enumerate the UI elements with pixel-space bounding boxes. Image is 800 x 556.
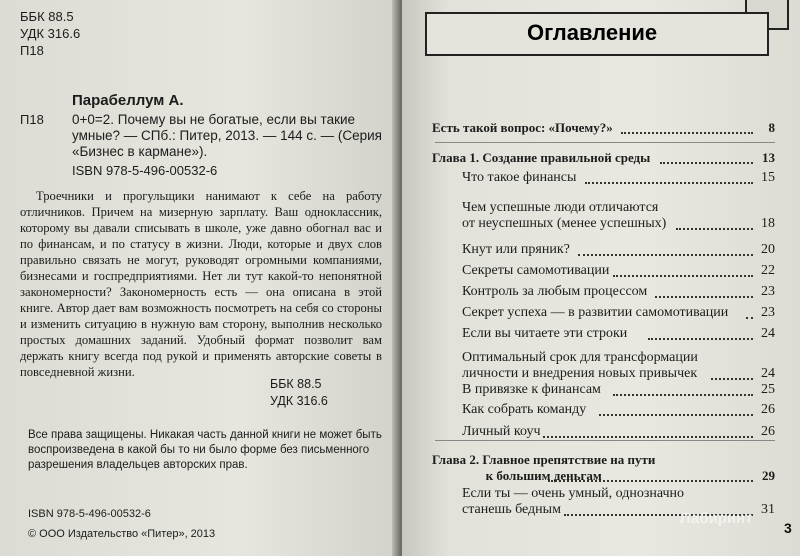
copyright: © ООО Издательство «Питер», 2013 [28,528,216,540]
toc-entry-title: Глава 1. Создание правильной среды [432,150,651,165]
toc-entry-page: 22 [761,263,775,278]
toc-entry-page: 18 [761,216,775,231]
toc-entry-title: Что такое финансы [462,170,577,185]
toc-leader-dots [621,132,753,134]
toc-leader-dots [543,436,753,438]
toc-leader-dots [676,228,753,230]
toc-entry-title: В привязке к финансам [462,382,601,397]
toc-divider [435,440,775,441]
toc-entry-page: 20 [761,242,775,257]
toc-entry-page: 23 [761,305,775,320]
toc-leader-dots [585,182,753,184]
toc-entry-page: 23 [761,284,775,299]
catalog-codes [20,8,80,59]
toc-entry [462,424,775,440]
toc-entry [462,350,775,382]
toc-entry-page: 8 [768,120,775,135]
toc-entry [462,382,775,398]
rights-notice: Все права защищены. Никакая часть данной книги не может быть воспроизведена в какой бы то ни было форме без письменного разрешения владельцев авторских прав. [28,429,382,471]
toc-entry-page: 25 [761,382,775,397]
toc-entry-title: Кнут или пряник? [462,242,570,257]
toc-entry-title: Личный коуч [462,424,541,439]
toc-entry-page: 31 [761,502,775,517]
toc-entry [462,263,775,279]
toc-entry-page: 24 [761,366,775,381]
toc-leader-dots [578,254,753,256]
toc-entry [462,242,775,258]
toc-entry-page: 15 [761,170,775,185]
toc-leader-dots [599,414,753,416]
toc-title-box [425,12,769,56]
toc-entry-page: 26 [761,424,775,439]
toc-entry [432,120,775,136]
toc-entry [432,452,775,484]
toc-leader-dots [711,378,753,380]
author-name: Парабеллум А. [72,92,184,109]
toc-entry-title: Секрет успеха — в развитии самомотивации [462,305,729,320]
toc-leader-dots [648,338,753,340]
author-mark-2: П18 [20,112,44,127]
toc-leader-dots [548,480,753,482]
isbn-bottom: ISBN 978-5-496-00532-6 [28,508,151,520]
isbn-top: ISBN 978-5-496-00532-6 [72,163,218,178]
toc-entry-page: 29 [762,468,775,483]
bbk-code: ББК 88.5 [20,9,74,24]
toc-entry-page: 26 [761,402,775,417]
toc-title: Оглавление [527,20,658,45]
toc-entry-title: Есть такой вопрос: «Почему?» [432,120,613,135]
toc-entry [462,284,775,300]
toc-entry-page: 24 [761,326,775,341]
toc-leader-dots [613,275,753,277]
catalog-codes-bottom [270,376,328,410]
toc-entry [462,200,775,232]
annotation: Троечники и прогульщики нанимают к себе на работу отличников. Причем на мизерную зарплату. Ваш одноклассник, которому вы давали списывать в школе, уже давно обогнал вас и по финансам, и по статусу в жизни. Люди, которые и двух слов правильно связать не могут, руководят огромными компаниями, бизнесами и госпредприятиями. Нет ли тут какой-то непонятной закономерности? Закономерность есть — она описана в этой книге. Автор дает вам возможность посмотреть на себя со стороны и изменить ситуацию в нужную вам сторону, выполнив несколько простых домашних заданий. Удобный формат позволит вам держать книгу всегда под рукой и применять авторские советы в повседневной жизни. [20,189,382,379]
toc-divider [435,142,775,143]
toc-entry-title: Оптимальный срок для трансформации личности и внедрения новых привычек [462,350,698,381]
watermark-logo: Лабиринт [680,510,753,527]
toc-entry-title: Если вы читаете эти строки [462,326,628,341]
toc-leader-dots [613,394,753,396]
page-number: 3 [784,520,792,536]
toc-entry-title: Глава 2. Главное препятствие на пути к большим деньгам [432,452,656,483]
book-description: 0+0=2. Почему вы не богатые, если вы такие умные? — СПб.: Питер, 2013. — 144 с. — (Серия «Бизнес в кармане»). [72,112,382,159]
toc-entry-title: Чем успешные люди отличаются от неуспешных (менее успешных) [462,200,667,231]
toc-entry-page: 13 [762,150,775,165]
bbk-code-2: ББК 88.5 [270,377,322,391]
udk-code: УДК 316.6 [20,26,81,41]
toc-leader-dots [655,296,753,298]
toc-entry [462,170,775,186]
toc-entry-title: Если ты — очень умный, однозначно станешь бедным [462,486,685,517]
toc-entry [432,150,775,166]
toc-entry-title: Как собрать команду [462,402,587,417]
toc-entry-title: Контроль за любым процессом [462,284,648,299]
toc-entry [462,305,775,321]
udk-code-2: УДК 316.6 [270,394,328,408]
toc-entry-title: Секреты самомотивации [462,263,610,278]
toc-leader-dots [660,162,753,164]
author-mark: П18 [20,43,44,58]
toc-entry [462,402,775,418]
toc-leader-dots [746,317,753,319]
toc-entry [462,326,775,342]
